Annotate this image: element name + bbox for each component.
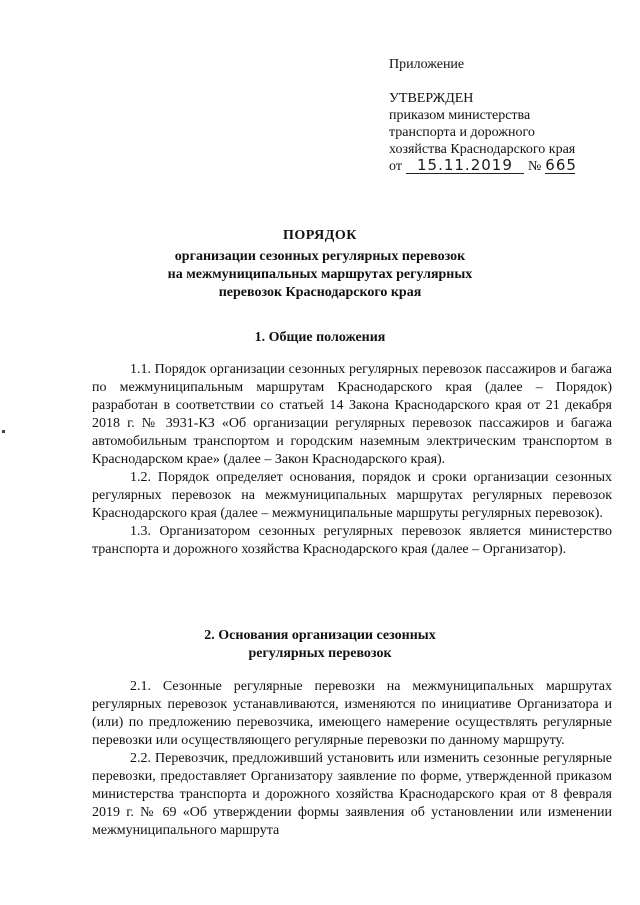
paragraph-2-2: 2.2. Перевозчик, предложивший установить или изменить сезонные регулярные перевозки, предоставляет Организатору заявление по форме, утвержденной приказом министерства транспорта и дорожного хозяйства Краснодарского края от 8 февраля 2019 г. № 69 «Об утверждении формы заявления об установлении или изменении межмуниципального маршрута — [92, 751, 612, 838]
from-label: от — [389, 159, 402, 174]
approved-label: УТВЕРЖДЕН — [389, 91, 474, 106]
title-line-1: организации сезонных регулярных перевозок — [174, 249, 466, 264]
paragraph-2-1: 2.1. Сезонные регулярные перевозки на межмуниципальных маршрутах регулярных перевозок устанавливаются, изменяются по инициативе Организатора и (или) по предложению перевозчика, имеющего намерение осуществлять регулярные перевозки или осуществляющего регулярные перевозки по данному маршруту. — [92, 679, 612, 748]
paragraph-1-3: 1.3. Организатором сезонных регулярных перевозок является министерство транспорта и дорожного хозяйства Краснодарского края (далее – Организатор). — [92, 524, 612, 557]
approval-block — [389, 90, 624, 175]
section-1-body — [92, 361, 612, 559]
section-2-heading — [0, 627, 640, 663]
section-2-heading-line-1: 2. Основания организации сезонных — [204, 628, 436, 643]
title-main: ПОРЯДОК — [283, 228, 357, 243]
title-line-2: на межмуниципальных маршрутах регулярных — [167, 267, 473, 282]
section-1-heading: 1. Общие положения — [254, 330, 386, 345]
approval-line-2: транспорта и дорожного — [389, 125, 535, 140]
order-date-line — [389, 158, 624, 175]
appendix-label: Приложение — [389, 57, 465, 72]
approval-line-3: хозяйства Краснодарского края — [389, 142, 576, 157]
scan-margin-mark — [2, 430, 5, 433]
handwritten-order-number: 665 — [545, 156, 577, 174]
number-label: № — [527, 159, 542, 174]
paragraph-1-2: 1.2. Порядок определяет основания, порядок и сроки организации сезонных регулярных перевозок на межмуниципальных маршрутах регулярных перевозок Краснодарского края (далее – межмуниципальные маршруты регулярных перевозок). — [92, 470, 612, 521]
handwritten-order-date: 15.11.2019 — [406, 158, 524, 174]
document-title — [0, 227, 640, 302]
approval-line-1: приказом министерства — [389, 108, 531, 123]
title-line-3: перевозок Краснодарского края — [218, 285, 422, 300]
section-2-heading-line-2: регулярных перевозок — [248, 646, 392, 661]
section-2-body — [92, 678, 612, 840]
paragraph-1-1: 1.1. Порядок организации сезонных регулярных перевозок пассажиров и багажа по межмуниципальным маршрутам Краснодарского края (далее – Порядок) разработан в соответствии со статьей 14 Закона Краснодарского края от 21 декабря 2018 г. № 3931-КЗ «Об организации регулярных перевозок пассажиров и багажа автомобильным транспортом и городским наземным электрическим транспортом в Краснодарском крае» (далее – Закон Краснодарского края). — [92, 362, 612, 467]
